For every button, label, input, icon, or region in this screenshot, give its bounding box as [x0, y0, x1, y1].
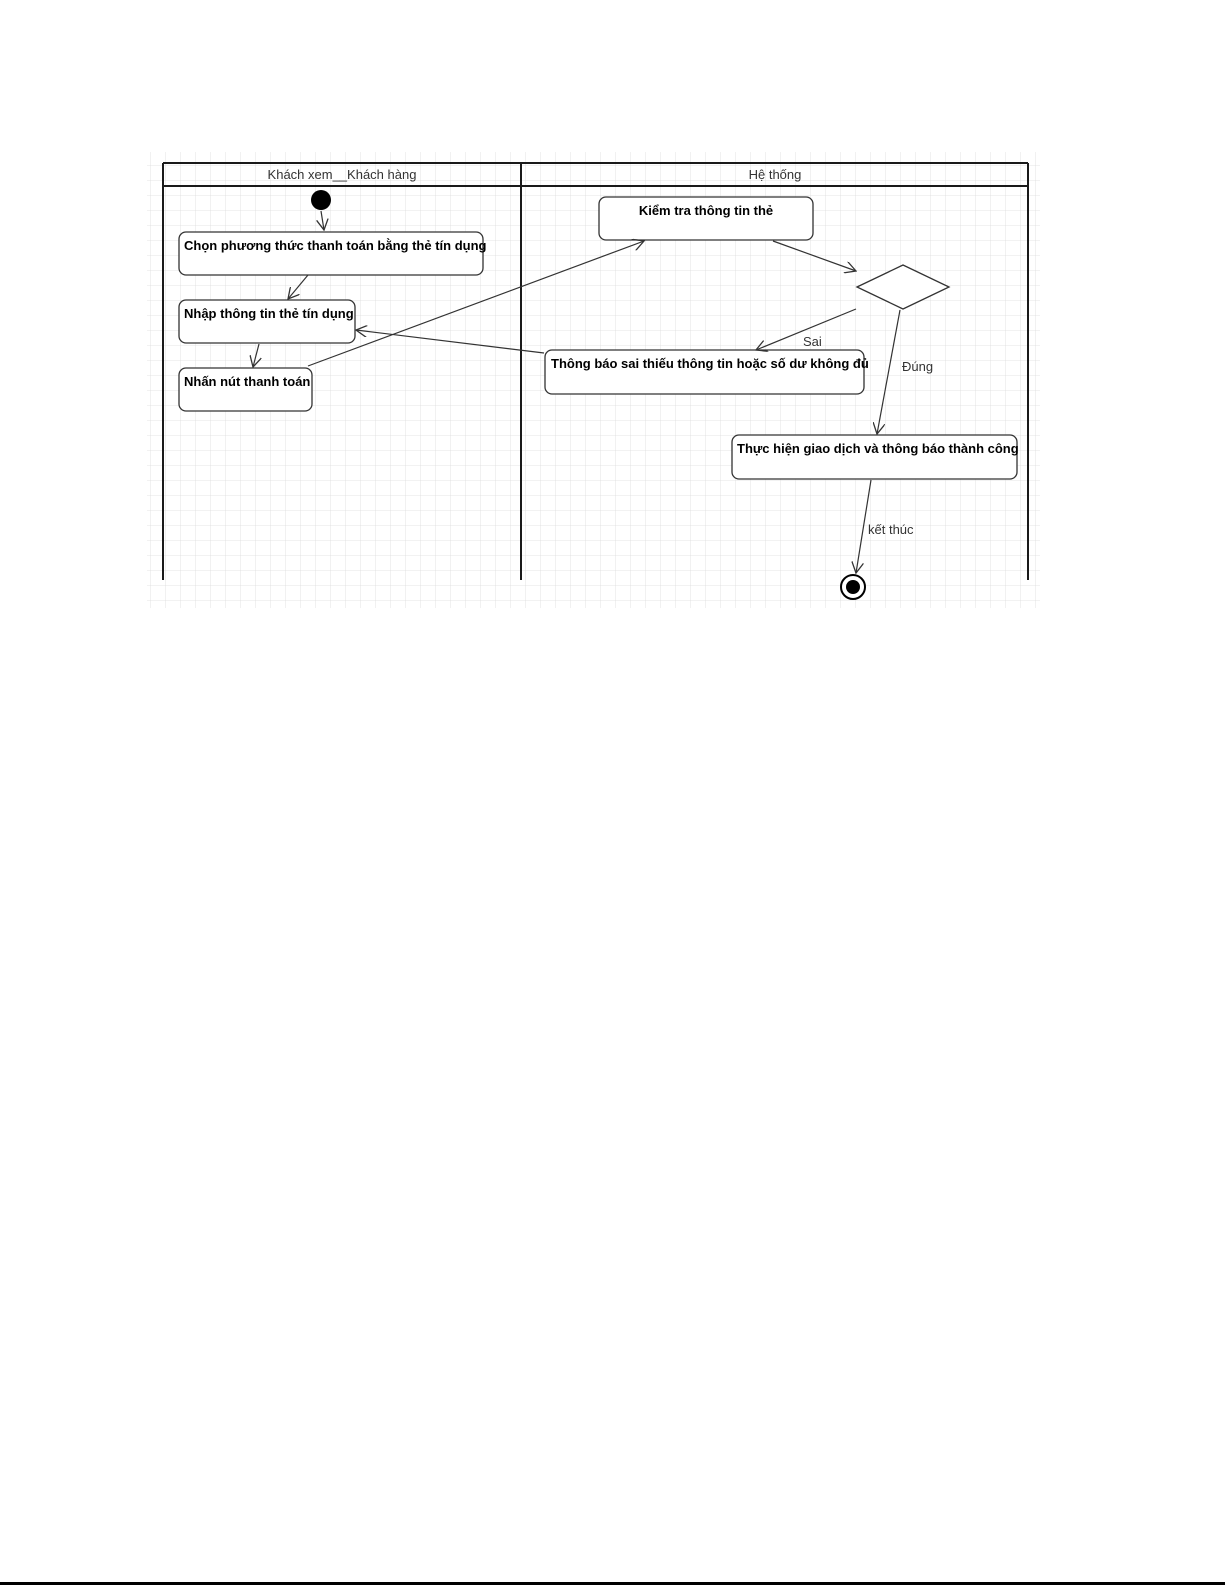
action-label: Nhập thông tin thẻ tín dụng — [184, 306, 354, 321]
action-node-enter-card — [179, 300, 355, 343]
action-label: Chọn phương thức thanh toán bằng thẻ tín dụng — [184, 238, 487, 253]
end-node — [841, 575, 865, 599]
action-node-choose-method — [179, 232, 487, 275]
action-label: Thông báo sai thiếu thông tin hoặc số dư không đủ — [551, 356, 869, 371]
action-node-do-transaction — [732, 435, 1019, 479]
swimlane-title-customer: Khách xem__Khách hàng — [267, 167, 417, 182]
action-node-check-card — [599, 197, 813, 240]
edge-label-ket-thuc: kết thúc — [868, 522, 914, 537]
edge-label-dung: Đúng — [902, 359, 934, 374]
action-node-notify-error — [545, 350, 869, 394]
action-label: Thực hiện giao dịch và thông báo thành công — [737, 441, 1019, 456]
start-node — [311, 190, 331, 210]
action-node-press-pay — [179, 368, 312, 411]
activity-diagram — [0, 0, 1225, 640]
action-label: Kiểm tra thông tin thẻ — [638, 203, 774, 218]
edge-label-sai: Sai — [803, 334, 822, 349]
swimlane-title-system: Hệ thống — [748, 167, 802, 182]
action-label: Nhấn nút thanh toán — [184, 374, 311, 389]
